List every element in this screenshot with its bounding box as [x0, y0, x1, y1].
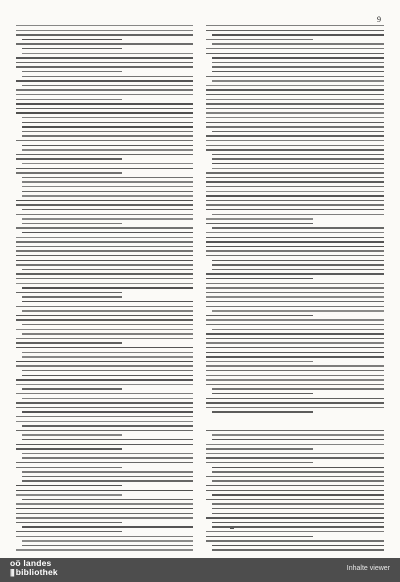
text-line [212, 494, 384, 495]
text-line [22, 457, 193, 458]
text-line [22, 333, 193, 334]
text-line [16, 200, 193, 201]
text-line [16, 168, 193, 169]
text-line [16, 278, 193, 279]
text-line [16, 250, 193, 251]
text-line [22, 388, 122, 389]
text-line [16, 444, 193, 445]
text-line [16, 508, 193, 509]
text-line [206, 283, 384, 284]
text-line [22, 191, 193, 192]
text-line [212, 513, 384, 514]
text-line [16, 264, 193, 265]
text-line [22, 375, 193, 376]
text-line [22, 122, 193, 123]
text-line [16, 402, 193, 403]
text-line [22, 85, 193, 86]
text-line [16, 25, 193, 26]
text-line [22, 545, 193, 546]
text-line [206, 370, 384, 371]
text-line [16, 154, 193, 155]
text-line [206, 209, 384, 210]
text-line [206, 250, 384, 251]
text-line [16, 57, 193, 58]
text-line [16, 522, 122, 523]
text-line [16, 255, 193, 256]
text-line [212, 503, 384, 504]
text-line [206, 145, 384, 146]
text-line [22, 149, 193, 150]
text-line [206, 117, 384, 118]
page-number: 9 [377, 15, 381, 24]
text-line [16, 448, 122, 449]
logo-bars-icon: ||| [10, 568, 14, 577]
text-line [206, 342, 384, 343]
text-line [206, 30, 384, 31]
text-line [22, 480, 193, 481]
text-line [16, 214, 193, 215]
text-line [22, 39, 122, 40]
text-line [22, 287, 193, 288]
text-line [206, 89, 384, 90]
text-line [206, 287, 384, 288]
text-line [212, 264, 384, 265]
text-line [206, 278, 313, 279]
text-line [212, 411, 313, 412]
text-line [16, 536, 193, 537]
text-line [22, 310, 193, 311]
text-line [212, 526, 384, 527]
text-line [212, 467, 384, 468]
text-line [206, 462, 313, 463]
text-line [16, 384, 193, 385]
text-line [206, 195, 384, 196]
text-line [212, 393, 313, 394]
text-line [22, 425, 193, 426]
text-line [16, 89, 193, 90]
text-line [206, 384, 384, 385]
logo-line2: bibliothek [15, 567, 58, 577]
text-line [206, 324, 384, 325]
text-line [206, 315, 313, 316]
text-line [22, 398, 193, 399]
text-line [212, 508, 384, 509]
text-line [22, 131, 193, 132]
text-line [16, 237, 193, 238]
text-line [212, 329, 384, 330]
text-line [16, 319, 193, 320]
text-line [212, 66, 384, 67]
text-line [212, 214, 384, 215]
text-line [22, 540, 193, 541]
text-line [206, 517, 384, 518]
text-line [22, 145, 193, 146]
text-line [212, 154, 384, 155]
text-line [16, 421, 193, 422]
text-line [206, 218, 313, 219]
text-line [16, 365, 193, 366]
text-line [206, 347, 384, 348]
text-line [16, 140, 193, 141]
text-line [212, 43, 384, 44]
text-line [22, 301, 193, 302]
text-line [16, 407, 193, 408]
text-line [22, 352, 193, 353]
text-line [206, 499, 384, 500]
text-line [22, 117, 193, 118]
text-line [22, 71, 122, 72]
text-line [206, 490, 384, 491]
text-line [22, 471, 193, 472]
text-line [206, 379, 384, 380]
text-line [206, 352, 384, 353]
text-line [16, 490, 193, 491]
text-line [206, 402, 384, 403]
text-line [22, 177, 193, 178]
text-line [22, 269, 193, 270]
text-line [22, 126, 193, 127]
text-line [212, 80, 384, 81]
text-line [206, 319, 384, 320]
text-line [22, 453, 193, 454]
text-line [22, 439, 193, 440]
text-line [206, 186, 384, 187]
text-line [16, 158, 122, 159]
text-line [206, 246, 384, 247]
text-line [22, 434, 122, 435]
text-line [212, 480, 384, 481]
text-line [206, 232, 384, 233]
text-line [16, 283, 193, 284]
text-line [16, 513, 193, 514]
text-line [16, 416, 193, 417]
text-line [206, 273, 384, 274]
text-line [206, 94, 384, 95]
left-column-text [16, 25, 193, 555]
text-line [22, 296, 122, 297]
text-line [206, 48, 384, 49]
text-line [206, 457, 384, 458]
text-line [22, 411, 193, 412]
text-line [16, 393, 193, 394]
text-line [16, 503, 193, 504]
text-line [16, 430, 193, 431]
text-line [206, 126, 384, 127]
text-line [206, 444, 384, 445]
text-line [16, 306, 193, 307]
text-line [206, 255, 384, 256]
text-line [22, 53, 193, 54]
text-line [16, 292, 122, 293]
text-line [206, 181, 384, 182]
library-logo [10, 559, 90, 581]
text-line [22, 370, 193, 371]
text-line [206, 76, 384, 77]
text-line [206, 241, 384, 242]
text-line [206, 25, 384, 26]
text-line [212, 471, 384, 472]
text-line [206, 536, 313, 537]
text-line [206, 398, 384, 399]
text-line [206, 108, 384, 109]
text-line [16, 66, 193, 67]
text-line [206, 223, 313, 224]
text-line [22, 186, 193, 187]
text-line [206, 540, 384, 541]
text-line [206, 172, 384, 173]
text-line [16, 227, 193, 228]
text-line [206, 99, 384, 100]
text-line [206, 375, 384, 376]
text-line [212, 62, 384, 63]
text-line [206, 112, 384, 113]
text-line [206, 191, 384, 192]
text-line [22, 48, 122, 49]
text-line [206, 103, 384, 104]
bottom-dash [230, 528, 234, 529]
text-line [16, 62, 193, 63]
text-line [16, 112, 193, 113]
text-line [212, 34, 384, 35]
text-line [212, 549, 384, 550]
text-line [22, 163, 193, 164]
text-line [212, 522, 384, 523]
text-line [206, 140, 384, 141]
text-line [22, 356, 193, 357]
text-line [212, 71, 384, 72]
text-line [212, 227, 384, 228]
text-line [206, 122, 384, 123]
text-line [22, 526, 193, 527]
text-line [206, 135, 384, 136]
text-line [212, 439, 384, 440]
right-column-text [206, 25, 384, 555]
text-line [22, 181, 193, 182]
text-line [22, 232, 193, 233]
text-line [206, 204, 384, 205]
text-line [206, 306, 384, 307]
text-line [22, 76, 193, 77]
text-line [22, 324, 193, 325]
text-line [206, 531, 384, 532]
text-line [16, 342, 122, 343]
text-line [22, 476, 193, 477]
text-line [16, 108, 193, 109]
text-line [16, 531, 122, 532]
text-line [16, 379, 193, 380]
text-line [212, 310, 384, 311]
text-line [16, 94, 193, 95]
text-line [16, 462, 193, 463]
text-line [16, 260, 193, 261]
text-line [212, 158, 384, 159]
text-line [212, 388, 384, 389]
footer-bar [0, 558, 400, 582]
text-line [16, 494, 122, 495]
text-line [16, 467, 122, 468]
text-line [212, 163, 384, 164]
text-line [206, 485, 384, 486]
text-line [22, 195, 193, 196]
text-line [16, 80, 193, 81]
text-line [206, 430, 384, 431]
text-line [16, 315, 193, 316]
text-line [16, 273, 193, 274]
text-line [16, 30, 193, 31]
text-line [16, 361, 193, 362]
text-line [206, 333, 384, 334]
text-line [16, 246, 193, 247]
text-line [22, 135, 193, 136]
text-line [206, 200, 384, 201]
text-line [16, 172, 122, 173]
text-line [206, 338, 384, 339]
text-line [206, 448, 313, 449]
text-line [16, 329, 193, 330]
text-line [16, 517, 193, 518]
text-line [212, 131, 384, 132]
text-line [22, 499, 193, 500]
text-line [212, 57, 384, 58]
text-line [206, 453, 384, 454]
text-line [16, 99, 122, 100]
text-line [206, 85, 384, 86]
text-line [206, 53, 384, 54]
text-line [206, 149, 384, 150]
text-line [16, 43, 193, 44]
text-line [206, 237, 384, 238]
text-line [206, 301, 384, 302]
viewer-link[interactable]: Inhalte viewer [346, 565, 390, 572]
text-line [22, 209, 193, 210]
text-line [16, 241, 193, 242]
text-line [206, 296, 384, 297]
text-line [22, 223, 122, 224]
text-line [206, 39, 313, 40]
text-line [16, 549, 193, 550]
text-line [16, 338, 193, 339]
text-line [16, 347, 193, 348]
text-line [212, 434, 384, 435]
text-line [206, 476, 384, 477]
text-line [16, 103, 193, 104]
text-line [206, 356, 384, 357]
text-line [16, 485, 122, 486]
text-line [206, 407, 384, 408]
logo-line1: oö landes [10, 558, 52, 568]
text-line [22, 218, 193, 219]
text-line [16, 204, 193, 205]
text-line [206, 292, 384, 293]
text-line [212, 260, 384, 261]
text-line [212, 269, 384, 270]
text-line [212, 168, 384, 169]
text-line [206, 361, 313, 362]
text-line [212, 545, 384, 546]
text-line [206, 177, 384, 178]
text-line [16, 34, 193, 35]
text-line [206, 365, 384, 366]
